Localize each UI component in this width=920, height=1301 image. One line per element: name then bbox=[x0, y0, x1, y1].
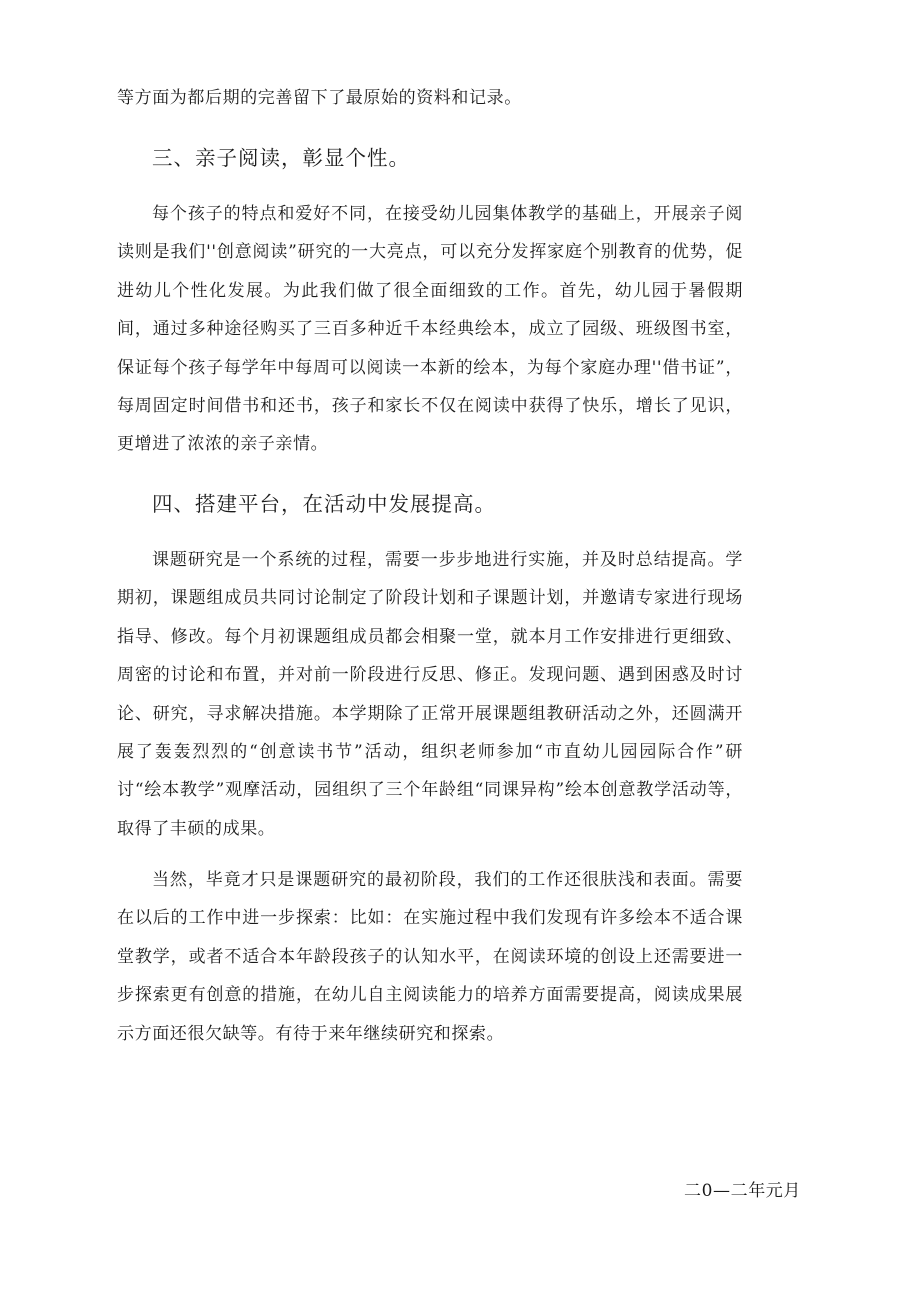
section-four-heading: 四、搭建平台，在活动中发展提高。 bbox=[152, 492, 496, 516]
closing-paragraph: 当然，毕竟才只是课题研究的最初阶段，我们的工作还很肤浅和表面。需要在以后的工作中进一步探索：比如：在实施过程中我们发现有许多绘本不适合课堂教学，或者不适合本年龄段孩子的认知水平，在阅读环境的创设上还需要进一步探索更有创意的措施，在幼儿自主阅读能力的培养方面需要提高，阅读成果展示方面还很欠缺等。有待于来年继续研究和探索。 bbox=[117, 870, 743, 1044]
continuation-paragraph: 等方面为都后期的完善留下了最原始的资料和记录。 bbox=[117, 88, 522, 108]
section-three-heading: 三、亲子阅读，彰显个性。 bbox=[152, 146, 410, 170]
document-date: 二0—二年元月 bbox=[683, 1181, 801, 1201]
section-four-paragraph: 课题研究是一个系统的过程，需要一步步地进行实施，并及时总结提高。学期初，课题组成员共同讨论制定了阶段计划和子课题计划，并邀请专家进行现场指导、修改。每个月初课题组成员都会相聚一堂，就本月工作安排进行更细致、周密的讨论和布置，并对前一阶段进行反思、修正。发现问题、遇到困惑及时讨论、研究，寻求解决措施。本学期除了正常开展课题组教研活动之外，还圆满开展了轰轰烈烈的“创意读书节”活动，组织老师参加“市直幼儿园园际合作”研讨“绘本教学”观摩活动，园组织了三个年龄组“同课异构”绘本创意教学活动等，取得了丰硕的成果。 bbox=[117, 550, 743, 839]
section-three-paragraph: 每个孩子的特点和爱好不同，在接受幼儿园集体教学的基础上，开展亲子阅读则是我们''创意阅读”研究的一大亮点，可以充分发挥家庭个别教育的优势，促进幼儿个性化发展。为此我们做了很全面细致的工作。首先，幼儿园于暑假期间，通过多种途径购买了三百多种近千本经典绘本，成立了园级、班级图书室，保证每个孩子每学年中每周可以阅读一本新的绘本，为每个家庭办理''借书证”，每周固定时间借书和还书，孩子和家长不仅在阅读中获得了快乐，增长了见识，更增进了浓浓的亲子亲情。 bbox=[117, 204, 743, 455]
